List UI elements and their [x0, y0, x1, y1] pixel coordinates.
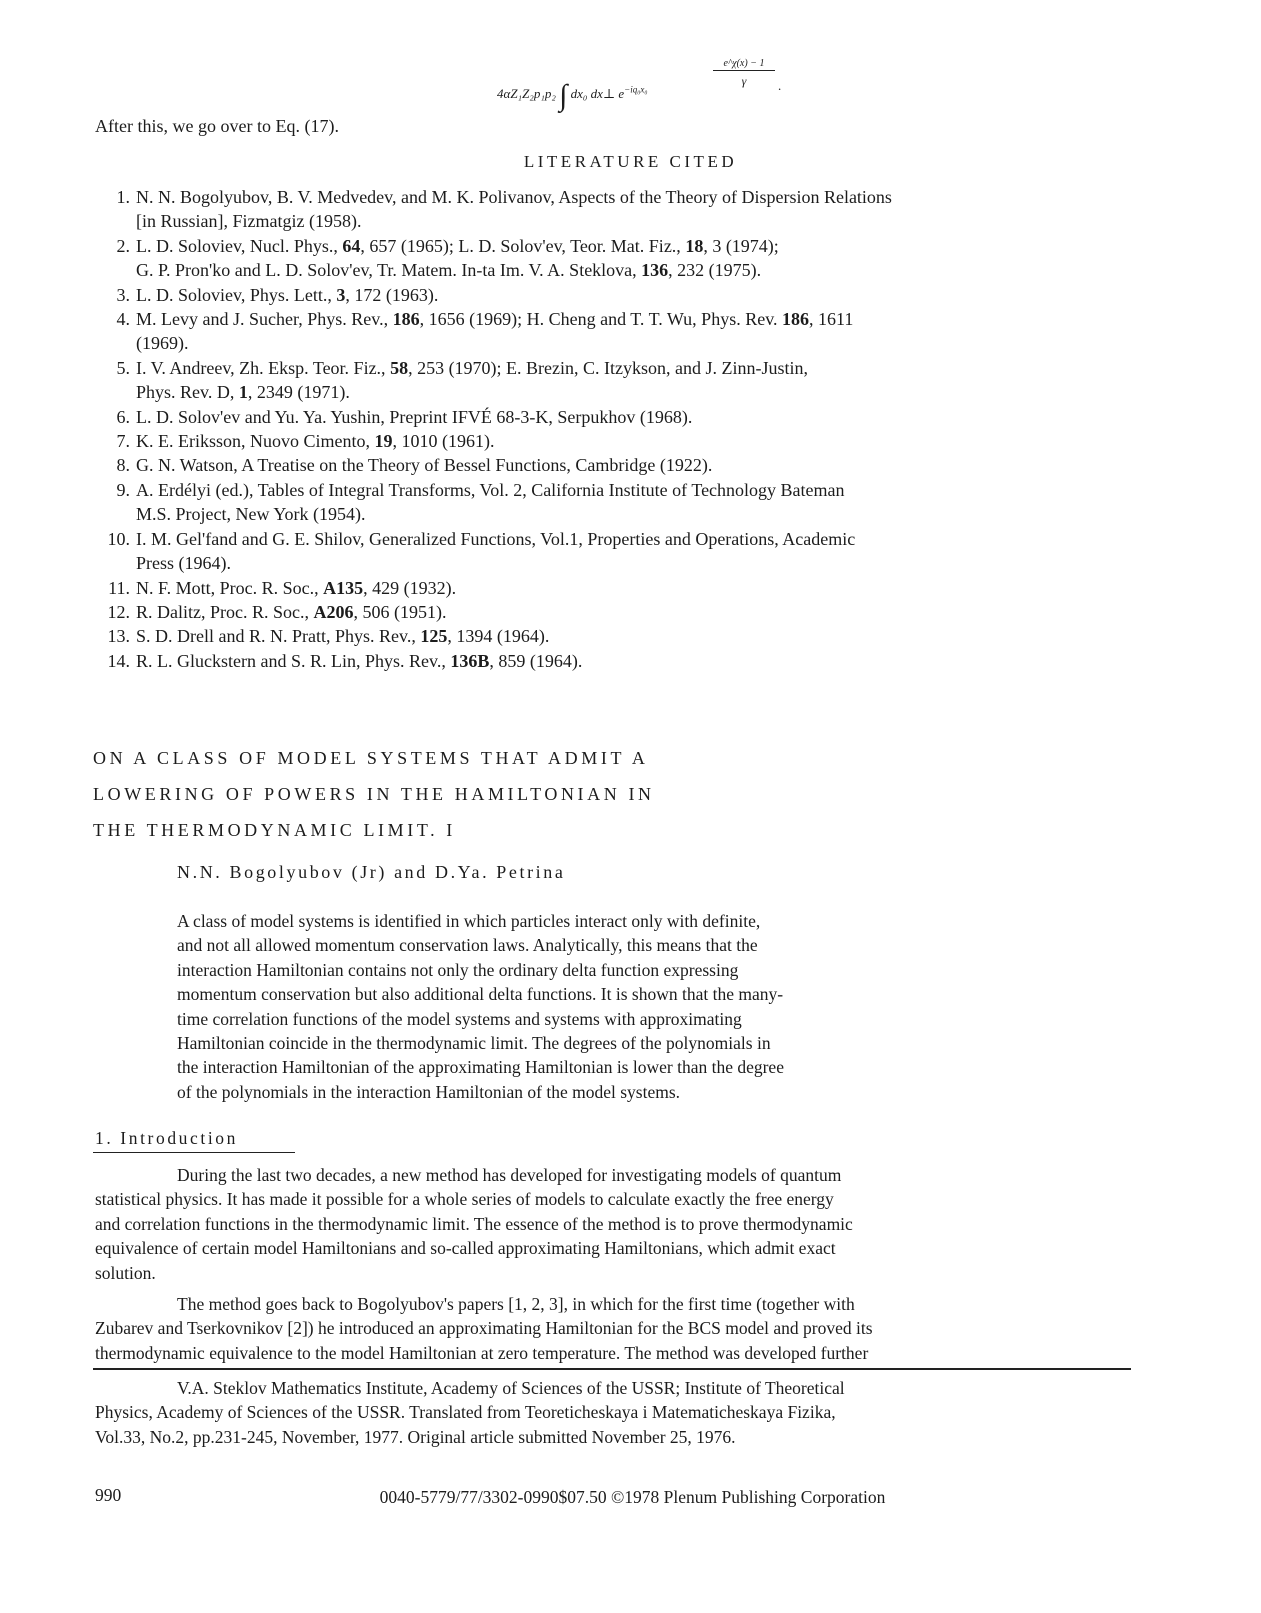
title-line: THE THERMODYNAMIC LIMIT. I: [93, 820, 456, 840]
volume-number: 136B: [450, 650, 490, 671]
article-title: [93, 740, 655, 848]
page-number: 990: [95, 1485, 122, 1505]
reference-number: 9.: [116, 479, 130, 500]
reference-text-line: R. Dalitz, Proc. R. Soc., A206, 506 (1951).: [136, 601, 447, 622]
title-line: LOWERING OF POWERS IN THE HAMILTONIAN IN: [93, 784, 655, 804]
volume-number: 125: [420, 626, 448, 647]
section-heading: 1. Introduction: [95, 1128, 239, 1148]
reference-text-line: G. P. Pron'ko and L. D. Solov'ev, Tr. Matem. In-ta Im. V. A. Steklova, 136, 232 (1975).: [136, 260, 762, 281]
reference-text-line: S. D. Drell and R. N. Pratt, Phys. Rev., 125, 1394 (1964).: [136, 626, 550, 647]
abstract-line: of the polynomials in the interaction Hamiltonian of the model systems.: [177, 1081, 681, 1102]
reference-item: [102, 234, 1142, 283]
reference-number: 14.: [107, 650, 130, 671]
footnote: [95, 1376, 1135, 1449]
reference-text-line: N. F. Mott, Proc. R. Soc., A135, 429 (1932).: [136, 577, 457, 598]
title-line: ON A CLASS OF MODEL SYSTEMS THAT ADMIT A: [93, 748, 649, 768]
reference-list: [102, 185, 1142, 673]
reference-number: 1.: [116, 187, 130, 207]
reference-text-line: K. E. Eriksson, Nuovo Cimento, 19, 1010 (1961).: [136, 431, 495, 452]
reference-text-line: M.S. Project, New York (1954).: [136, 504, 366, 525]
reference-item: [102, 649, 1142, 673]
paragraph-line: equivalence of certain model Hamiltonians and so-called approximating Hamiltonians, which admit exact: [95, 1238, 836, 1259]
abstract-line: Hamiltonian coincide in the thermodynamic limit. The degrees of the polynomials in: [177, 1033, 771, 1054]
reference-number: 2.: [116, 235, 130, 256]
integral-sign: ∫: [559, 79, 568, 112]
abstract-line: interaction Hamiltonian contains not only the ordinary delta function expressing: [177, 959, 739, 980]
equation-main: [497, 72, 648, 112]
reference-item: [102, 624, 1142, 648]
reference-item: [102, 283, 1142, 307]
volume-number: 19: [374, 431, 393, 452]
equation-terminator: .: [778, 78, 782, 93]
volume-number: 18: [685, 235, 704, 256]
reference-text-line: L. D. Soloviev, Phys. Lett., 3, 172 (1963).: [136, 284, 439, 305]
copyright-line: 0040-5779/77/3302-0990$07.50 ©1978 Plenum Publishing Corporation: [379, 1487, 886, 1507]
equation-numerator: e^χ(x) − 1: [713, 58, 775, 71]
reference-item: [102, 527, 1142, 576]
equation-exponent: −iq₀x₀: [624, 84, 648, 95]
abstract-line: time correlation functions of the model systems and systems with approximating: [177, 1008, 742, 1029]
reference-text-line: N. N. Bogolyubov, B. V. Medvedev, and M. K. Polivanov, Aspects of the Theory of Dispersion Relations: [136, 187, 892, 207]
reference-item: [102, 453, 1142, 477]
reference-text-line: L. D. Soloviev, Nucl. Phys., 64, 657 (1965); L. D. Solov'ev, Teor. Mat. Fiz., 18, 3 (1974);: [136, 235, 779, 256]
abstract: [177, 909, 987, 1104]
paragraph-1: [95, 1163, 1135, 1285]
reference-text-line: L. D. Solov'ev and Yu. Ya. Yushin, Preprint IFVÉ 68-3-K, Serpukhov (1968).: [136, 406, 693, 427]
reference-item: [102, 185, 1142, 234]
volume-number: 186: [782, 309, 810, 330]
footnote-divider: [93, 1368, 1131, 1370]
paragraph-line: and correlation functions in the thermodynamic limit. The essence of the method is to prove thermodynamic: [95, 1213, 853, 1234]
volume-number: 58: [390, 357, 409, 378]
reference-text-line: Phys. Rev. D, 1, 2349 (1971).: [136, 382, 350, 403]
equation-fraction: [713, 58, 775, 89]
reference-text-line: M. Levy and J. Sucher, Phys. Rev., 186, 1656 (1969); H. Cheng and T. T. Wu, Phys. Rev. 186, 1611: [136, 309, 854, 330]
reference-number: 11.: [108, 577, 130, 598]
volume-number: 136: [641, 260, 669, 281]
equation-denominator: γ: [741, 74, 747, 88]
volume-number: 186: [392, 309, 420, 330]
volume-number: 1: [238, 382, 248, 403]
paragraph-line: The method goes back to Bogolyubov's papers [1, 2, 3], in which for the first time (together with: [177, 1294, 855, 1314]
equation-integrand: dx₀ dx⊥ e: [570, 86, 625, 101]
footnote-line: Vol.33, No.2, pp.231-245, November, 1977. Original article submitted November 25, 1976.: [95, 1426, 736, 1447]
reference-text-line: A. Erdélyi (ed.), Tables of Integral Transforms, Vol. 2, California Institute of Technology Bateman: [136, 479, 845, 500]
footnote-line: V.A. Steklov Mathematics Institute, Academy of Sciences of the USSR; Institute of Theoretical: [177, 1378, 845, 1398]
section-heading-underline: [93, 1152, 295, 1153]
reference-text-line: I. M. Gel'fand and G. E. Shilov, Generalized Functions, Vol.1, Properties and Operations, Academic: [136, 528, 856, 549]
reference-number: 6.: [116, 406, 130, 427]
volume-number: 64: [342, 235, 361, 256]
reference-item: [102, 405, 1142, 429]
abstract-line: A class of model systems is identified in which particles interact only with definite,: [177, 911, 761, 931]
reference-number: 7.: [116, 431, 130, 452]
reference-text-line: R. L. Gluckstern and S. R. Lin, Phys. Rev., 136B, 859 (1964).: [136, 650, 583, 671]
literature-heading: LITERATURE CITED: [523, 152, 738, 171]
volume-number: 3: [336, 284, 346, 305]
reference-number: 3.: [116, 284, 130, 305]
volume-number: A206: [313, 601, 354, 622]
reference-number: 8.: [116, 455, 130, 476]
reference-item: [102, 307, 1142, 356]
reference-text-line: Press (1964).: [136, 553, 231, 574]
reference-item: [102, 576, 1142, 600]
paragraph-line: During the last two decades, a new method has developed for investigating models of quantum: [177, 1165, 842, 1185]
after-text: After this, we go over to Eq. (17).: [95, 116, 339, 136]
reference-number: 5.: [116, 357, 130, 378]
abstract-line: momentum conservation but also additional delta functions. It is shown that the many-: [177, 984, 784, 1005]
reference-text-line: G. N. Watson, A Treatise on the Theory of Bessel Functions, Cambridge (1922).: [136, 455, 713, 476]
reference-number: 13.: [107, 626, 130, 647]
reference-text-line: [in Russian], Fizmatgiz (1958).: [136, 211, 362, 232]
article-authors: N.N. Bogolyubov (Jr) and D.Ya. Petrina: [177, 862, 566, 882]
reference-item: [102, 356, 1142, 405]
paragraph-line: thermodynamic equivalence to the model Hamiltonian at zero temperature. The method was developed further: [95, 1342, 869, 1363]
abstract-line: the interaction Hamiltonian of the approximating Hamiltonian is lower than the degree: [177, 1057, 784, 1078]
paragraph-line: solution.: [95, 1262, 156, 1283]
reference-text-line: (1969).: [136, 333, 189, 354]
reference-number: 10.: [107, 528, 130, 549]
paragraph-2: [95, 1292, 1135, 1365]
volume-number: A135: [323, 577, 364, 598]
equation: [497, 58, 817, 118]
reference-text-line: I. V. Andreev, Zh. Eksp. Teor. Fiz., 58, 253 (1970); E. Brezin, C. Itzykson, and J. Zinn-Justin,: [136, 357, 809, 378]
reference-number: 12.: [107, 601, 130, 622]
paragraph-line: statistical physics. It has made it possible for a whole series of models to calculate exactly the free energy: [95, 1189, 834, 1210]
paragraph-line: Zubarev and Tserkovnikov [2]) he introduced an approximating Hamiltonian for the BCS model and proved its: [95, 1318, 873, 1339]
reference-item: [102, 478, 1142, 527]
abstract-line: and not all allowed momentum conservation laws. Analytically, this means that the: [177, 935, 758, 956]
equation-prefix: 4αZ₁Z₂p₁p₂: [497, 86, 556, 101]
footnote-line: Physics, Academy of Sciences of the USSR. Translated from Teoreticheskaya i Matematicheskaya Fizika,: [95, 1402, 836, 1423]
reference-item: [102, 600, 1142, 624]
reference-item: [102, 429, 1142, 453]
reference-number: 4.: [116, 309, 130, 330]
